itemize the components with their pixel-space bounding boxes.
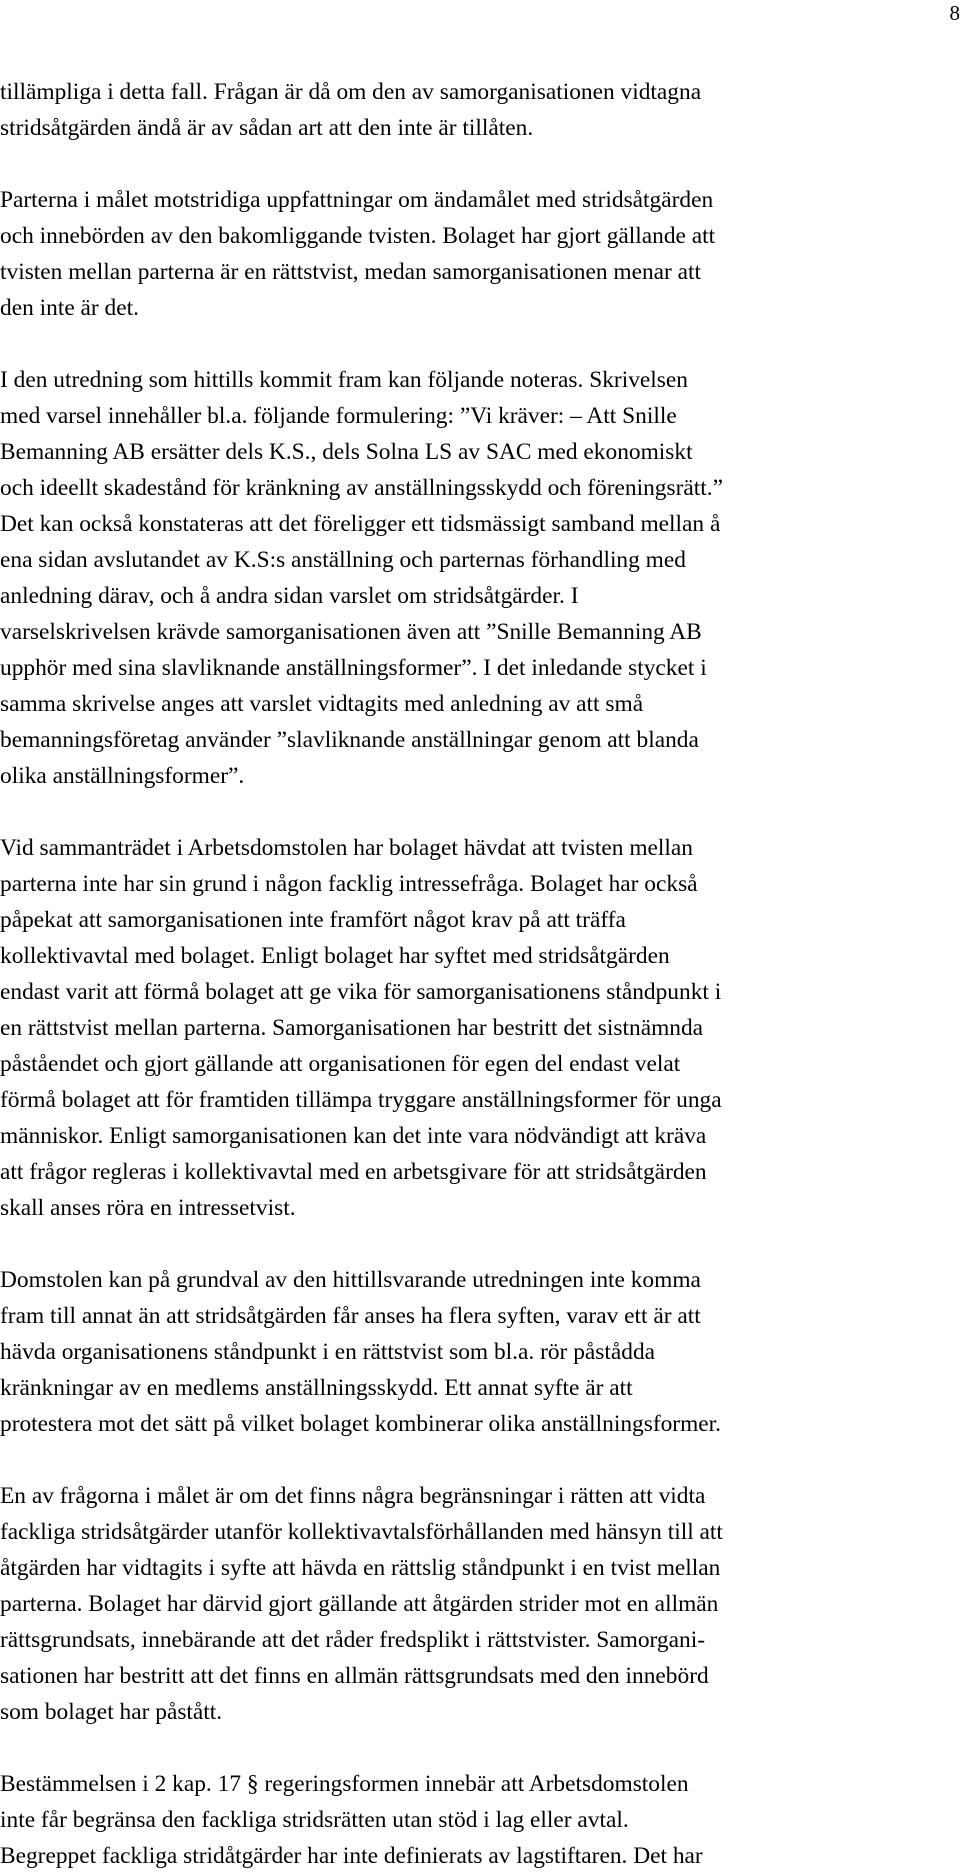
text-line: sationen har bestritt att det finns en allmän rättsgrundsats med den innebörd	[0, 1658, 958, 1694]
paragraph	[0, 1478, 958, 1730]
text-line: olika anställningsformer”.	[0, 758, 958, 794]
text-line: påståendet och gjort gällande att organisationen för egen del endast velat	[0, 1046, 958, 1082]
text-line: människor. Enligt samorganisationen kan det inte vara nödvändigt att kräva	[0, 1118, 958, 1154]
text-line: skall anses röra en intressetvist.	[0, 1190, 958, 1226]
text-line: upphör med sina slavliknande anställningsformer”. I det inledande stycket i	[0, 650, 958, 686]
text-line: den inte är det.	[0, 290, 958, 326]
text-line: kränkningar av en medlems anställningsskydd. Ett annat syfte är att	[0, 1370, 958, 1406]
text-line: parterna inte har sin grund i någon facklig intressefråga. Bolaget har också	[0, 866, 958, 902]
text-line: att frågor regleras i kollektivavtal med en arbetsgivare för att stridsåtgärden	[0, 1154, 958, 1190]
text-line: och innebörden av den bakomliggande tvisten. Bolaget har gjort gällande att	[0, 218, 958, 254]
text-line: fackliga stridsåtgärder utanför kollektivavtalsförhållanden med hänsyn till att	[0, 1514, 958, 1550]
paragraph	[0, 1262, 958, 1442]
text-line: som bolaget har påstått.	[0, 1694, 958, 1730]
page-number: 8	[950, 2, 960, 24]
text-line: bemanningsföretag använder ”slavliknande anställningar genom att blanda	[0, 722, 958, 758]
text-line: och ideellt skadestånd för kränkning av anställningsskydd och föreningsrätt.”	[0, 470, 958, 506]
text-line: åtgärden har vidtagits i syfte att hävda en rättslig ståndpunkt i en tvist mellan	[0, 1550, 958, 1586]
text-line: Bestämmelsen i 2 kap. 17 § regeringsformen innebär att Arbetsdomstolen	[0, 1766, 958, 1802]
text-line: Parterna i målet motstridiga uppfattningar om ändamålet med stridsåtgärden	[0, 182, 958, 218]
text-line: Vid sammanträdet i Arbetsdomstolen har bolaget hävdat att tvisten mellan	[0, 830, 958, 866]
text-line: stridsåtgärden ändå är av sådan art att den inte är tillåten.	[0, 110, 958, 146]
paragraph	[0, 1766, 958, 1874]
text-line: Bemanning AB ersätter dels K.S., dels Solna LS av SAC med ekonomiskt	[0, 434, 958, 470]
text-line: ena sidan avslutandet av K.S:s anställning och parternas förhandling med	[0, 542, 958, 578]
text-line: parterna. Bolaget har därvid gjort gällande att åtgärden strider mot en allmän	[0, 1586, 958, 1622]
text-line: påpekat att samorganisationen inte framfört något krav på att träffa	[0, 902, 958, 938]
text-line: endast varit att förmå bolaget att ge vika för samorganisationens ståndpunkt i	[0, 974, 958, 1010]
text-line: kollektivavtal med bolaget. Enligt bolaget har syftet med stridsåtgärden	[0, 938, 958, 974]
text-line: tillämpliga i detta fall. Frågan är då om den av samorganisationen vidtagna	[0, 74, 958, 110]
paragraph	[0, 362, 958, 794]
text-line: hävda organisationens ståndpunkt i en rättstvist som bl.a. rör påstådda	[0, 1334, 958, 1370]
text-line: anledning därav, och å andra sidan varslet om stridsåtgärder. I	[0, 578, 958, 614]
paragraph	[0, 74, 958, 146]
text-line: Det kan också konstateras att det föreligger ett tidsmässigt samband mellan å	[0, 506, 958, 542]
text-line: I den utredning som hittills kommit fram kan följande noteras. Skrivelsen	[0, 362, 958, 398]
text-line: inte får begränsa den fackliga stridsrätten utan stöd i lag eller avtal.	[0, 1802, 958, 1838]
text-line: varselskrivelsen krävde samorganisationen även att ”Snille Bemanning AB	[0, 614, 958, 650]
document-body	[0, 74, 958, 1874]
paragraph	[0, 182, 958, 326]
text-line: fram till annat än att stridsåtgärden får anses ha flera syften, varav ett är att	[0, 1298, 958, 1334]
text-line: en rättstvist mellan parterna. Samorganisationen har bestritt det sistnämnda	[0, 1010, 958, 1046]
text-line: protestera mot det sätt på vilket bolaget kombinerar olika anställningsformer.	[0, 1406, 958, 1442]
text-line: med varsel innehåller bl.a. följande formulering: ”Vi kräver: – Att Snille	[0, 398, 958, 434]
text-line: En av frågorna i målet är om det finns några begränsningar i rätten att vidta	[0, 1478, 958, 1514]
paragraph	[0, 830, 958, 1226]
text-line: tvisten mellan parterna är en rättstvist, medan samorganisationen menar att	[0, 254, 958, 290]
text-line: förmå bolaget att för framtiden tillämpa tryggare anställningsformer för unga	[0, 1082, 958, 1118]
text-line: samma skrivelse anges att varslet vidtagits med anledning av att små	[0, 686, 958, 722]
text-line: Begreppet fackliga stridåtgärder har inte definierats av lagstiftaren. Det har	[0, 1838, 958, 1874]
text-line: rättsgrundsats, innebärande att det råder fredsplikt i rättstvister. Samorgani-	[0, 1622, 958, 1658]
text-line: Domstolen kan på grundval av den hittillsvarande utredningen inte komma	[0, 1262, 958, 1298]
